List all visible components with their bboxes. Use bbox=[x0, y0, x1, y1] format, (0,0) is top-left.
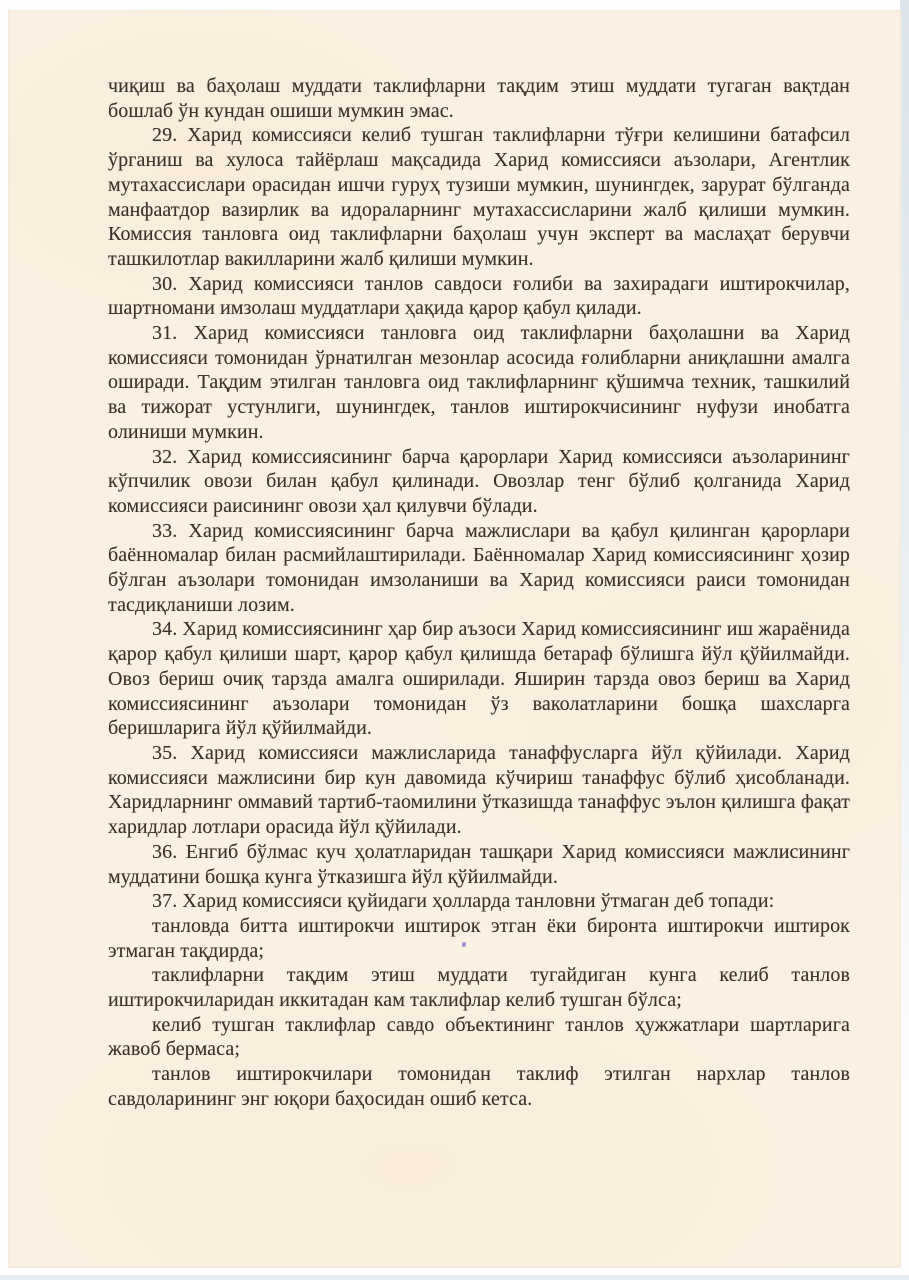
paragraph-37: 37. Харид комиссияси қуйидаги ҳолларда танловни ўтмаган деб топади: bbox=[152, 890, 775, 913]
document-text-block bbox=[108, 74, 850, 1112]
paragraph-35: 35. Харид комиссияси мажлисларида танаффусларга йўл қўйилади. Харид комиссияси мажлисини бир кун давомида кўчириш танаффус бўлиб ҳисобланади. Харидларнинг оммавий тартиб-таомилини ўтказишда танаффус эълон қилишга фақат харидлар лотлари орасида йўл қўйилади. bbox=[108, 741, 850, 839]
scan-bottom-edge-line bbox=[0, 1275, 909, 1280]
paragraph-32: 32. Харид комиссиясининг барча қарорлари Харид комиссияси аъзоларининг кўпчилик овози билан қабул қилинади. Овозлар тенг бўлиб қолганида Харид комиссияси раисининг овози ҳал қилувчи бўлади. bbox=[108, 445, 850, 517]
paragraph-29: 29. Харид комиссияси келиб тушган таклифларни тўғри келишини батафсил ўрганиш ва хулоса тайёрлаш мақсадида Харид комиссияси аъзолари, Агентлик мутахассислари орасидан ишчи гуруҳ тузиши мумкин, шунингдек, зарурат бўлганда манфаатдор вазирлик ва идораларнинг мутахассисларини жалб қилиши мумкин. Комиссия танловга оид таклифларни баҳолаш учун эксперт ва маслаҳат берувчи ташкилотлар вакилларини жалб қилиши мумкин. bbox=[108, 124, 850, 270]
paragraph-33: 33. Харид комиссиясининг барча мажлислари ва қабул қилинган қарорлари баённомалар билан расмийлаштирилади. Баённомалар Харид комиссиясининг ҳозир бўлган аъзолари томонидан имзоланиши ва Харид комиссияси раиси томонидан тасдиқланиши лозим. bbox=[108, 519, 850, 616]
paragraph-36: 36. Енгиб бўлмас куч ҳолатларидан ташқари Харид комиссияси мажлисининг муддатини бошқа кунга ўтказишга йўл қўйилмайди. bbox=[108, 840, 850, 888]
paragraph-37-clause-2: таклифларни тақдим этиш муддати тугайдиган кунга келиб танлов иштирокчиларидан иккитадан кам таклифлар келиб тушган бўлса; bbox=[108, 964, 850, 1012]
paragraph-31: 31. Харид комиссияси танловга оид таклифларни баҳолашни ва Харид комиссияси томонидан ўрнатилган мезонлар асосида ғолибларни аниқлашни амалга оширади. Тақдим этилган танловга оид таклифларнинг қўшимча техник, ташкилий ва тижорат устунлиги, шунингдек, танлов иштирокчисининг нуфузи инобатга олиниши мумкин. bbox=[108, 322, 850, 443]
scan-right-edge-shade bbox=[900, 0, 909, 1280]
paragraph-37-clause-3: келиб тушган таклифлар савдо объектининг танлов ҳужжатлари шартларига жавоб бермаса; bbox=[108, 1013, 850, 1061]
paragraph-37-clause-4: танлов иштирокчилари томонидан таклиф этилган нархлар танлов савдоларининг энг юқори баҳосидан ошиб кетса. bbox=[108, 1063, 850, 1110]
paragraph-34: 34. Харид комиссиясининг ҳар бир аъзоси Харид комиссиясининг иш жараёнида қарор қабул қилиши шарт, қарор қабул қилишда бетараф бўлишга йўл қўйилмайди. Овоз бериш очиқ тарзда амалга оширилади. Яширин тарзда овоз бериш ва Харид комиссиясининг аъзолари томонидан ўз ваколатларини бошқа шахсларга беришларига йўл қўйилмайди. bbox=[108, 618, 851, 740]
paragraph-30: 30. Харид комиссияси танлов савдоси ғолиби ва захирадаги иштирокчилар, шартномани имзолаш муддатлари ҳақида қарор қабул қилади. bbox=[108, 272, 850, 320]
paragraph-37-clause-1: танловда битта иштирокчи иштирок этган ёки биронта иштирокчи иштирок этмаган тақдирда; bbox=[108, 914, 850, 962]
paragraph-28-continuation: чиқиш ва баҳолаш муддати таклифларни тақдим этиш муддати тугаган вақтдан бошлаб ўн кундан ошиши мумкин эмас. bbox=[108, 75, 850, 122]
document-page bbox=[8, 10, 901, 1268]
